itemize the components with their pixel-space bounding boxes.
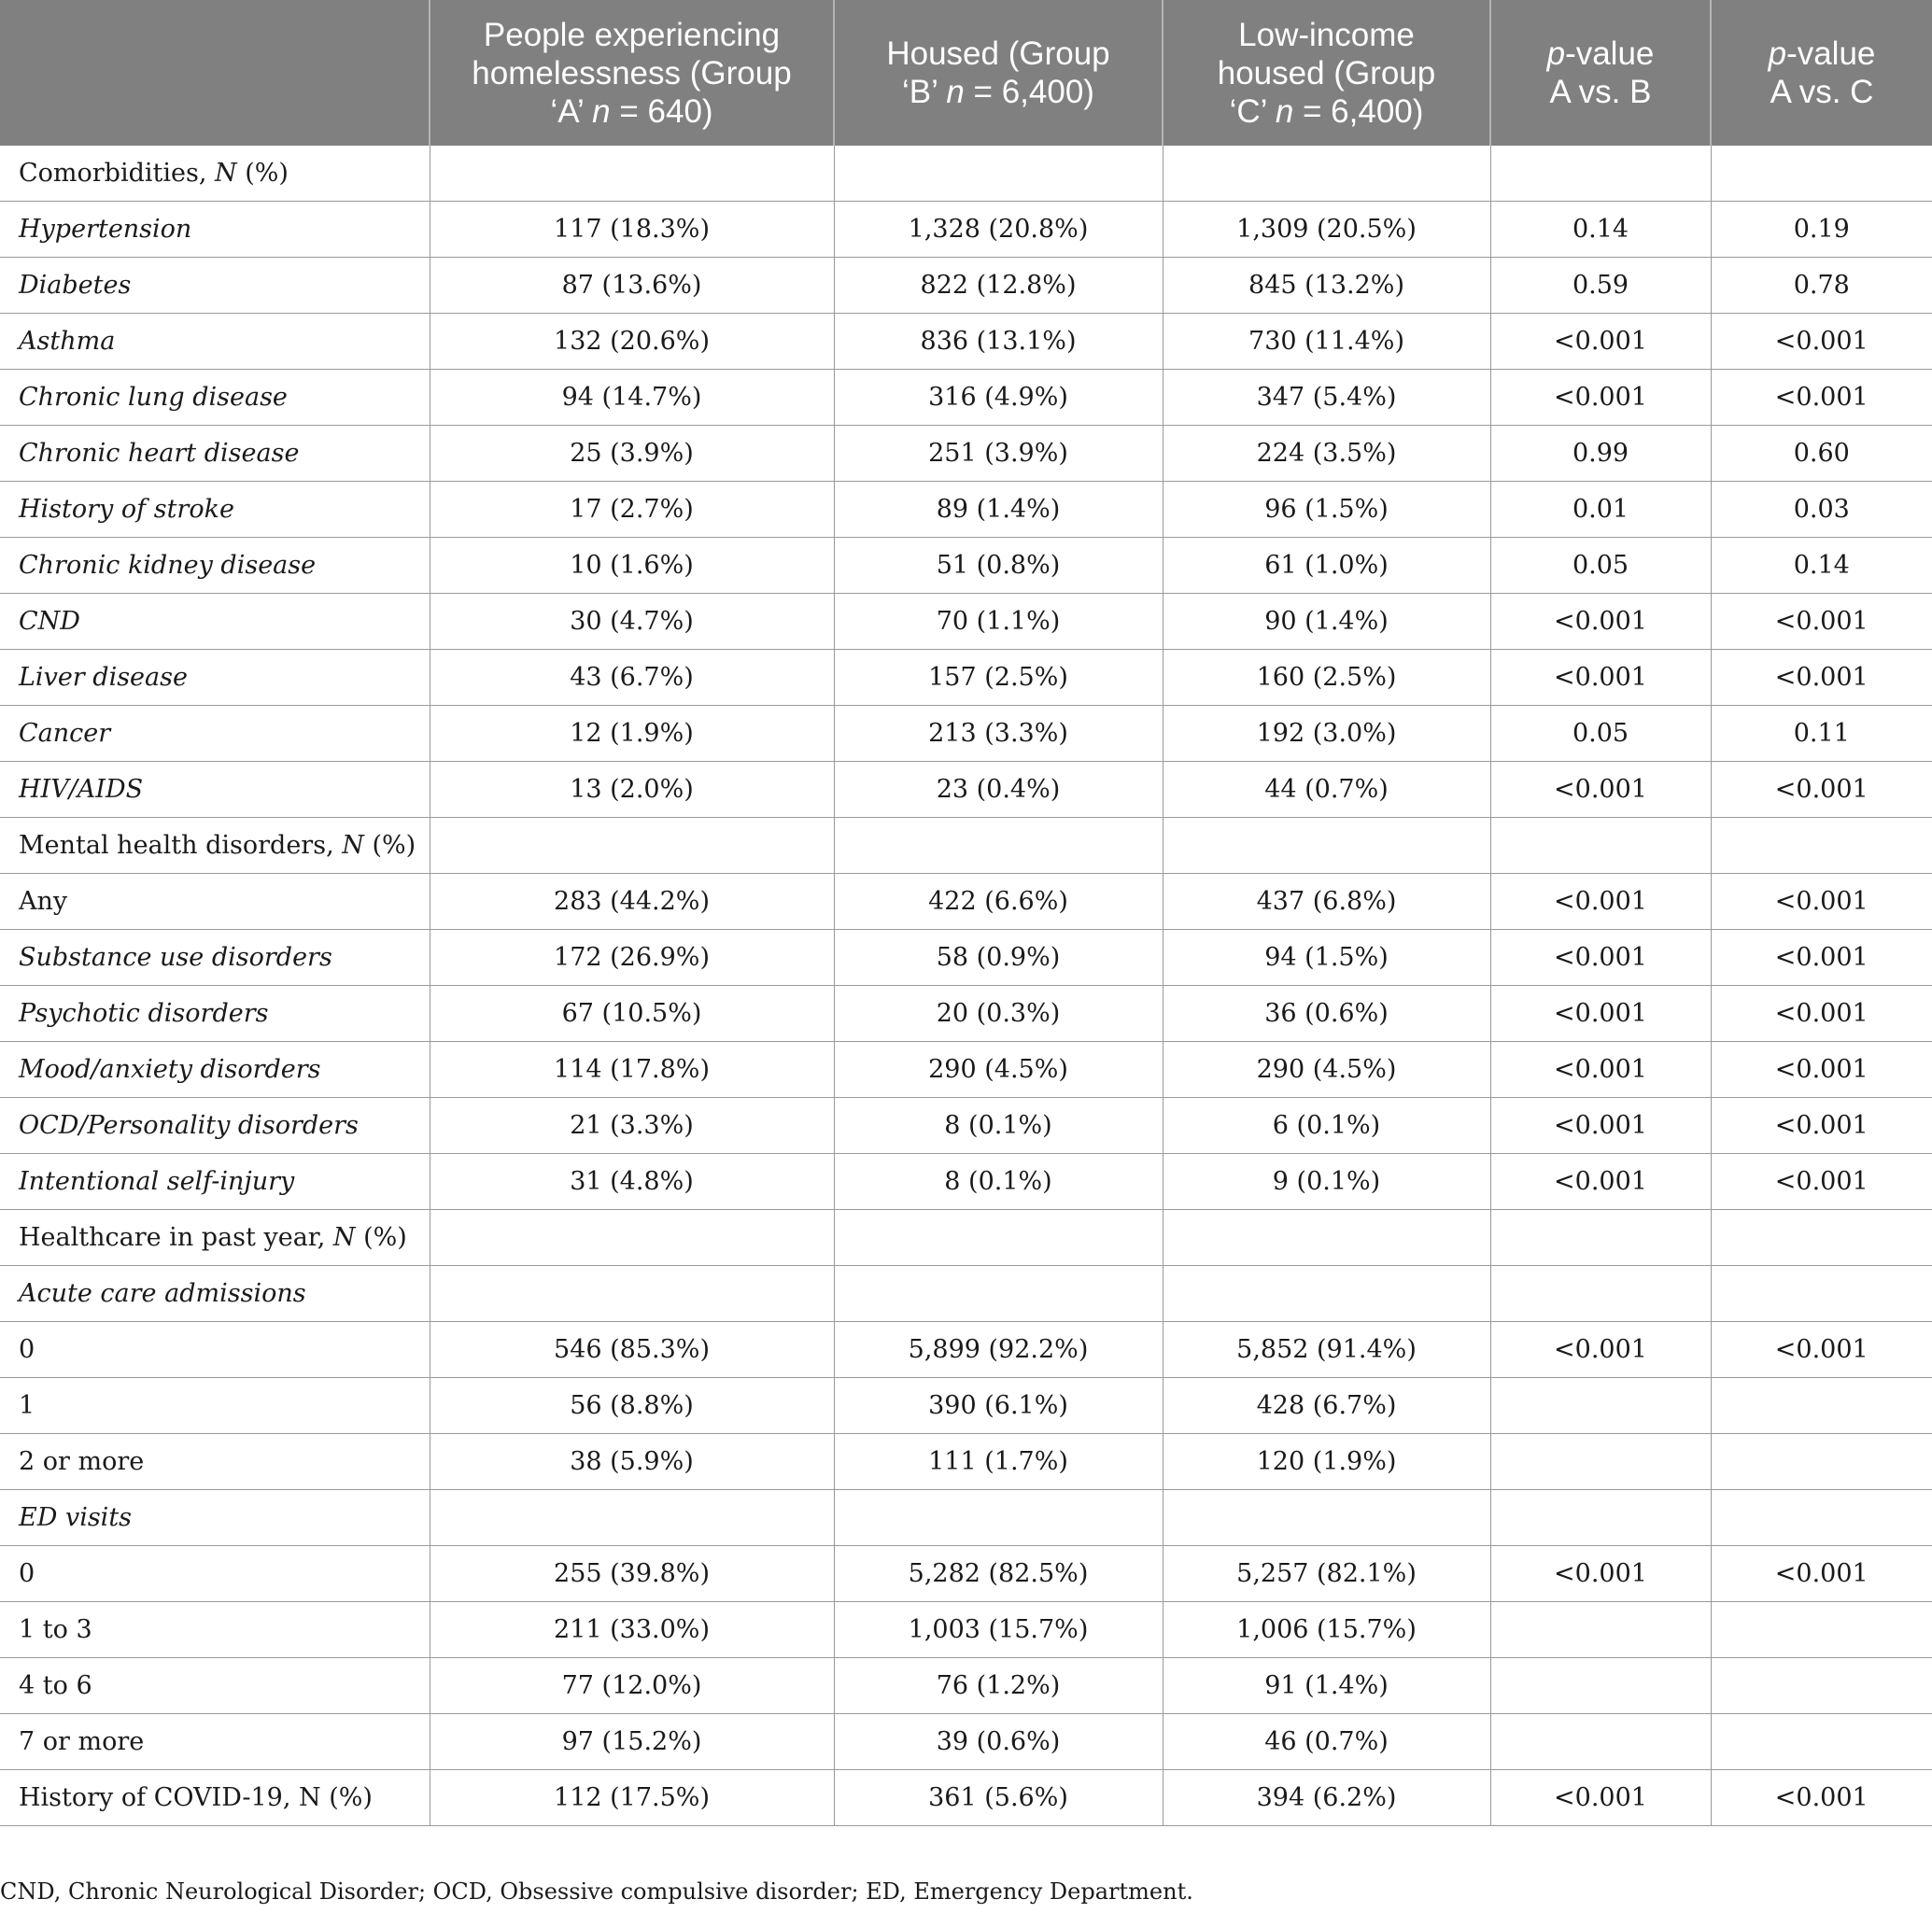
cell-group-a: 87 (13.6%) bbox=[430, 258, 834, 314]
row-label: Chronic kidney disease bbox=[0, 538, 430, 594]
cell-p-ac bbox=[1711, 1210, 1932, 1266]
cell-group-b: 822 (12.8%) bbox=[834, 258, 1163, 314]
cell-group-b: 316 (4.9%) bbox=[834, 370, 1163, 426]
cell-group-c: 428 (6.7%) bbox=[1163, 1378, 1490, 1434]
cell-group-a: 17 (2.7%) bbox=[430, 482, 834, 538]
cell-group-a: 132 (20.6%) bbox=[430, 314, 834, 370]
cell-p-ab: 0.14 bbox=[1490, 202, 1711, 258]
table-row bbox=[0, 1098, 1932, 1154]
cell-group-a: 56 (8.8%) bbox=[430, 1378, 834, 1434]
cell-group-a: 172 (26.9%) bbox=[430, 930, 834, 986]
cell-p-ab bbox=[1490, 1602, 1711, 1658]
cell-p-ab: <0.001 bbox=[1490, 874, 1711, 930]
cell-group-a bbox=[430, 146, 834, 202]
cell-group-a: 97 (15.2%) bbox=[430, 1714, 834, 1770]
cell-p-ac: 0.78 bbox=[1711, 258, 1932, 314]
cell-group-c: 394 (6.2%) bbox=[1163, 1770, 1490, 1826]
cell-group-c bbox=[1163, 1266, 1490, 1322]
row-label: 1 bbox=[0, 1378, 430, 1434]
cell-p-ac: <0.001 bbox=[1711, 1770, 1932, 1826]
cell-group-c bbox=[1163, 1210, 1490, 1266]
cell-p-ac: <0.001 bbox=[1711, 1322, 1932, 1378]
cell-group-a bbox=[430, 1490, 834, 1546]
cell-p-ab bbox=[1490, 1714, 1711, 1770]
cell-group-c: 94 (1.5%) bbox=[1163, 930, 1490, 986]
cell-group-b: 8 (0.1%) bbox=[834, 1098, 1163, 1154]
cell-p-ab bbox=[1490, 1434, 1711, 1490]
table-footnote: CND, Chronic Neurological Disorder; OCD, Obsessive compulsive disorder; ED, Emergency Department. bbox=[0, 1878, 1193, 1905]
cell-group-c: 91 (1.4%) bbox=[1163, 1658, 1490, 1714]
cell-p-ac bbox=[1711, 146, 1932, 202]
row-label: ED visits bbox=[0, 1490, 430, 1546]
table-row bbox=[0, 426, 1932, 482]
row-label: Liver disease bbox=[0, 650, 430, 706]
cell-group-a: 117 (18.3%) bbox=[430, 202, 834, 258]
row-label: Intentional self-injury bbox=[0, 1154, 430, 1210]
table-row bbox=[0, 650, 1932, 706]
cell-p-ab bbox=[1490, 1658, 1711, 1714]
table-row bbox=[0, 930, 1932, 986]
cell-p-ac bbox=[1711, 1378, 1932, 1434]
cell-p-ac: <0.001 bbox=[1711, 1546, 1932, 1602]
table-row bbox=[0, 1042, 1932, 1098]
cell-p-ab: <0.001 bbox=[1490, 650, 1711, 706]
cell-p-ac: 0.19 bbox=[1711, 202, 1932, 258]
cell-group-b: 5,282 (82.5%) bbox=[834, 1546, 1163, 1602]
cell-p-ac bbox=[1711, 818, 1932, 874]
cell-p-ab: 0.99 bbox=[1490, 426, 1711, 482]
cell-group-b: 58 (0.9%) bbox=[834, 930, 1163, 986]
table-row bbox=[0, 1378, 1932, 1434]
cell-group-c: 160 (2.5%) bbox=[1163, 650, 1490, 706]
cell-group-c: 61 (1.0%) bbox=[1163, 538, 1490, 594]
cell-group-c: 1,309 (20.5%) bbox=[1163, 202, 1490, 258]
cell-group-b: 23 (0.4%) bbox=[834, 762, 1163, 818]
table-row bbox=[0, 1658, 1932, 1714]
cell-group-b: 89 (1.4%) bbox=[834, 482, 1163, 538]
row-label: 1 to 3 bbox=[0, 1602, 430, 1658]
cell-group-b bbox=[834, 146, 1163, 202]
cell-group-a: 94 (14.7%) bbox=[430, 370, 834, 426]
table-row bbox=[0, 370, 1932, 426]
cell-group-a: 38 (5.9%) bbox=[430, 1434, 834, 1490]
table-row bbox=[0, 874, 1932, 930]
cell-group-b: 1,328 (20.8%) bbox=[834, 202, 1163, 258]
cell-p-ab: 0.05 bbox=[1490, 538, 1711, 594]
row-label: CND bbox=[0, 594, 430, 650]
row-label: Acute care admissions bbox=[0, 1266, 430, 1322]
cell-group-a: 211 (33.0%) bbox=[430, 1602, 834, 1658]
cell-p-ab: <0.001 bbox=[1490, 1098, 1711, 1154]
cell-group-c: 5,257 (82.1%) bbox=[1163, 1546, 1490, 1602]
table-row bbox=[0, 1602, 1932, 1658]
cell-p-ab: <0.001 bbox=[1490, 314, 1711, 370]
row-label: Hypertension bbox=[0, 202, 430, 258]
cell-group-c: 347 (5.4%) bbox=[1163, 370, 1490, 426]
cell-p-ab bbox=[1490, 1210, 1711, 1266]
cell-p-ac bbox=[1711, 1714, 1932, 1770]
row-label: Cancer bbox=[0, 706, 430, 762]
cell-p-ab: <0.001 bbox=[1490, 370, 1711, 426]
row-label: 7 or more bbox=[0, 1714, 430, 1770]
cell-group-b: 111 (1.7%) bbox=[834, 1434, 1163, 1490]
subsection-row-acute-care bbox=[0, 1266, 1932, 1322]
cell-p-ab bbox=[1490, 818, 1711, 874]
cell-group-c: 5,852 (91.4%) bbox=[1163, 1322, 1490, 1378]
cell-p-ac: <0.001 bbox=[1711, 986, 1932, 1042]
cell-p-ac: <0.001 bbox=[1711, 594, 1932, 650]
cell-p-ab: <0.001 bbox=[1490, 1770, 1711, 1826]
cell-p-ac: 0.60 bbox=[1711, 426, 1932, 482]
cell-group-b: 836 (13.1%) bbox=[834, 314, 1163, 370]
cell-group-b: 51 (0.8%) bbox=[834, 538, 1163, 594]
row-label: 0 bbox=[0, 1322, 430, 1378]
cell-group-b: 5,899 (92.2%) bbox=[834, 1322, 1163, 1378]
cell-p-ac: <0.001 bbox=[1711, 762, 1932, 818]
cell-p-ac: <0.001 bbox=[1711, 930, 1932, 986]
table-row bbox=[0, 986, 1932, 1042]
row-label: 2 or more bbox=[0, 1434, 430, 1490]
cell-group-a bbox=[430, 1210, 834, 1266]
cell-p-ac bbox=[1711, 1434, 1932, 1490]
cell-p-ac bbox=[1711, 1490, 1932, 1546]
table-row bbox=[0, 762, 1932, 818]
header-group-a: People experiencing homelessness (Group ‘A’ n = 640) bbox=[430, 0, 834, 146]
cell-group-c: 44 (0.7%) bbox=[1163, 762, 1490, 818]
cell-group-a bbox=[430, 818, 834, 874]
cell-group-a: 283 (44.2%) bbox=[430, 874, 834, 930]
cell-group-b bbox=[834, 1266, 1163, 1322]
cell-p-ac: <0.001 bbox=[1711, 1042, 1932, 1098]
table-row bbox=[0, 594, 1932, 650]
cell-group-a: 112 (17.5%) bbox=[430, 1770, 834, 1826]
cell-p-ab: <0.001 bbox=[1490, 986, 1711, 1042]
cell-group-b: 422 (6.6%) bbox=[834, 874, 1163, 930]
cell-group-a: 67 (10.5%) bbox=[430, 986, 834, 1042]
cell-p-ac: <0.001 bbox=[1711, 314, 1932, 370]
table-row bbox=[0, 1322, 1932, 1378]
table-row bbox=[0, 314, 1932, 370]
table-row bbox=[0, 1154, 1932, 1210]
header-group-c: Low-income housed (Group ‘C’ n = 6,400) bbox=[1163, 0, 1490, 146]
header-pvalue-a-vs-b: p-value A vs. B bbox=[1490, 0, 1711, 146]
table-row bbox=[0, 1546, 1932, 1602]
cell-p-ab: <0.001 bbox=[1490, 1546, 1711, 1602]
cell-group-c: 120 (1.9%) bbox=[1163, 1434, 1490, 1490]
cell-p-ab: <0.001 bbox=[1490, 930, 1711, 986]
row-label: Substance use disorders bbox=[0, 930, 430, 986]
cell-p-ab: <0.001 bbox=[1490, 1154, 1711, 1210]
table-row bbox=[0, 706, 1932, 762]
row-label: Healthcare in past year, N (%) bbox=[0, 1210, 430, 1266]
cell-group-b bbox=[834, 1210, 1163, 1266]
cell-group-c: 9 (0.1%) bbox=[1163, 1154, 1490, 1210]
cell-group-c: 96 (1.5%) bbox=[1163, 482, 1490, 538]
cell-group-b: 361 (5.6%) bbox=[834, 1770, 1163, 1826]
cell-group-c: 224 (3.5%) bbox=[1163, 426, 1490, 482]
cell-group-b: 76 (1.2%) bbox=[834, 1658, 1163, 1714]
cell-group-b: 39 (0.6%) bbox=[834, 1714, 1163, 1770]
cell-group-a: 546 (85.3%) bbox=[430, 1322, 834, 1378]
header-blank bbox=[0, 0, 430, 146]
cell-group-c: 290 (4.5%) bbox=[1163, 1042, 1490, 1098]
table-row bbox=[0, 1434, 1932, 1490]
table-row bbox=[0, 202, 1932, 258]
section-row-comorbidities bbox=[0, 146, 1932, 202]
cell-p-ac bbox=[1711, 1266, 1932, 1322]
row-label: Mood/anxiety disorders bbox=[0, 1042, 430, 1098]
cell-group-a: 21 (3.3%) bbox=[430, 1098, 834, 1154]
cell-p-ab: <0.001 bbox=[1490, 594, 1711, 650]
table-row bbox=[0, 1770, 1932, 1826]
cell-p-ab bbox=[1490, 146, 1711, 202]
cell-group-b: 251 (3.9%) bbox=[834, 426, 1163, 482]
cell-group-c: 36 (0.6%) bbox=[1163, 986, 1490, 1042]
cell-group-b: 8 (0.1%) bbox=[834, 1154, 1163, 1210]
cell-p-ab bbox=[1490, 1378, 1711, 1434]
row-label: HIV/AIDS bbox=[0, 762, 430, 818]
row-label: 4 to 6 bbox=[0, 1658, 430, 1714]
cell-group-b: 70 (1.1%) bbox=[834, 594, 1163, 650]
row-label: Diabetes bbox=[0, 258, 430, 314]
cell-p-ac: 0.11 bbox=[1711, 706, 1932, 762]
cell-group-b bbox=[834, 1490, 1163, 1546]
cell-p-ab bbox=[1490, 1490, 1711, 1546]
cell-p-ac: 0.03 bbox=[1711, 482, 1932, 538]
cell-group-a: 77 (12.0%) bbox=[430, 1658, 834, 1714]
cell-p-ac: 0.14 bbox=[1711, 538, 1932, 594]
cell-p-ac: <0.001 bbox=[1711, 1098, 1932, 1154]
cell-group-b: 213 (3.3%) bbox=[834, 706, 1163, 762]
cell-p-ac: <0.001 bbox=[1711, 370, 1932, 426]
cell-group-a: 43 (6.7%) bbox=[430, 650, 834, 706]
cell-group-c bbox=[1163, 818, 1490, 874]
cell-group-b: 20 (0.3%) bbox=[834, 986, 1163, 1042]
cell-p-ac: <0.001 bbox=[1711, 874, 1932, 930]
cell-group-c: 90 (1.4%) bbox=[1163, 594, 1490, 650]
cell-p-ac: <0.001 bbox=[1711, 1154, 1932, 1210]
cell-group-a: 30 (4.7%) bbox=[430, 594, 834, 650]
cell-group-c: 1,006 (15.7%) bbox=[1163, 1602, 1490, 1658]
row-label: 0 bbox=[0, 1546, 430, 1602]
cell-group-c bbox=[1163, 146, 1490, 202]
cell-group-b: 157 (2.5%) bbox=[834, 650, 1163, 706]
header-pvalue-a-vs-c: p-value A vs. C bbox=[1711, 0, 1932, 146]
row-label: Mental health disorders, N (%) bbox=[0, 818, 430, 874]
cell-group-a: 13 (2.0%) bbox=[430, 762, 834, 818]
cell-group-a: 25 (3.9%) bbox=[430, 426, 834, 482]
cell-group-a bbox=[430, 1266, 834, 1322]
row-label: Chronic lung disease bbox=[0, 370, 430, 426]
cell-group-b: 1,003 (15.7%) bbox=[834, 1602, 1163, 1658]
cell-p-ab: 0.05 bbox=[1490, 706, 1711, 762]
cell-group-c: 6 (0.1%) bbox=[1163, 1098, 1490, 1154]
cell-group-a: 12 (1.9%) bbox=[430, 706, 834, 762]
header-group-b: Housed (Group ‘B’ n = 6,400) bbox=[834, 0, 1163, 146]
row-label: OCD/Personality disorders bbox=[0, 1098, 430, 1154]
cell-group-c: 845 (13.2%) bbox=[1163, 258, 1490, 314]
cell-p-ab: <0.001 bbox=[1490, 1042, 1711, 1098]
row-label: Chronic heart disease bbox=[0, 426, 430, 482]
cell-p-ab bbox=[1490, 1266, 1711, 1322]
table-row bbox=[0, 1714, 1932, 1770]
cell-group-c bbox=[1163, 1490, 1490, 1546]
table-row bbox=[0, 538, 1932, 594]
header-row bbox=[0, 0, 1932, 146]
cell-p-ac: <0.001 bbox=[1711, 650, 1932, 706]
row-label: Asthma bbox=[0, 314, 430, 370]
cell-group-a: 114 (17.8%) bbox=[430, 1042, 834, 1098]
cell-group-c: 437 (6.8%) bbox=[1163, 874, 1490, 930]
cell-group-c: 192 (3.0%) bbox=[1163, 706, 1490, 762]
cell-p-ab: <0.001 bbox=[1490, 1322, 1711, 1378]
row-label: Psychotic disorders bbox=[0, 986, 430, 1042]
cell-group-a: 10 (1.6%) bbox=[430, 538, 834, 594]
row-label: Comorbidities, N (%) bbox=[0, 146, 430, 202]
cell-group-b: 290 (4.5%) bbox=[834, 1042, 1163, 1098]
cell-group-b: 390 (6.1%) bbox=[834, 1378, 1163, 1434]
section-row-mental-health bbox=[0, 818, 1932, 874]
cell-group-c: 730 (11.4%) bbox=[1163, 314, 1490, 370]
section-row-healthcare bbox=[0, 1210, 1932, 1266]
cell-group-a: 31 (4.8%) bbox=[430, 1154, 834, 1210]
row-label: History of COVID-19, N (%) bbox=[0, 1770, 430, 1826]
cell-group-a: 255 (39.8%) bbox=[430, 1546, 834, 1602]
cell-group-c: 46 (0.7%) bbox=[1163, 1714, 1490, 1770]
row-label: History of stroke bbox=[0, 482, 430, 538]
subsection-row-ed-visits bbox=[0, 1490, 1932, 1546]
cell-group-b bbox=[834, 818, 1163, 874]
cell-p-ab: <0.001 bbox=[1490, 762, 1711, 818]
table-row bbox=[0, 258, 1932, 314]
cell-p-ac bbox=[1711, 1602, 1932, 1658]
table-row bbox=[0, 482, 1932, 538]
row-label: Any bbox=[0, 874, 430, 930]
cell-p-ab: 0.59 bbox=[1490, 258, 1711, 314]
cell-p-ac bbox=[1711, 1658, 1932, 1714]
cell-p-ab: 0.01 bbox=[1490, 482, 1711, 538]
